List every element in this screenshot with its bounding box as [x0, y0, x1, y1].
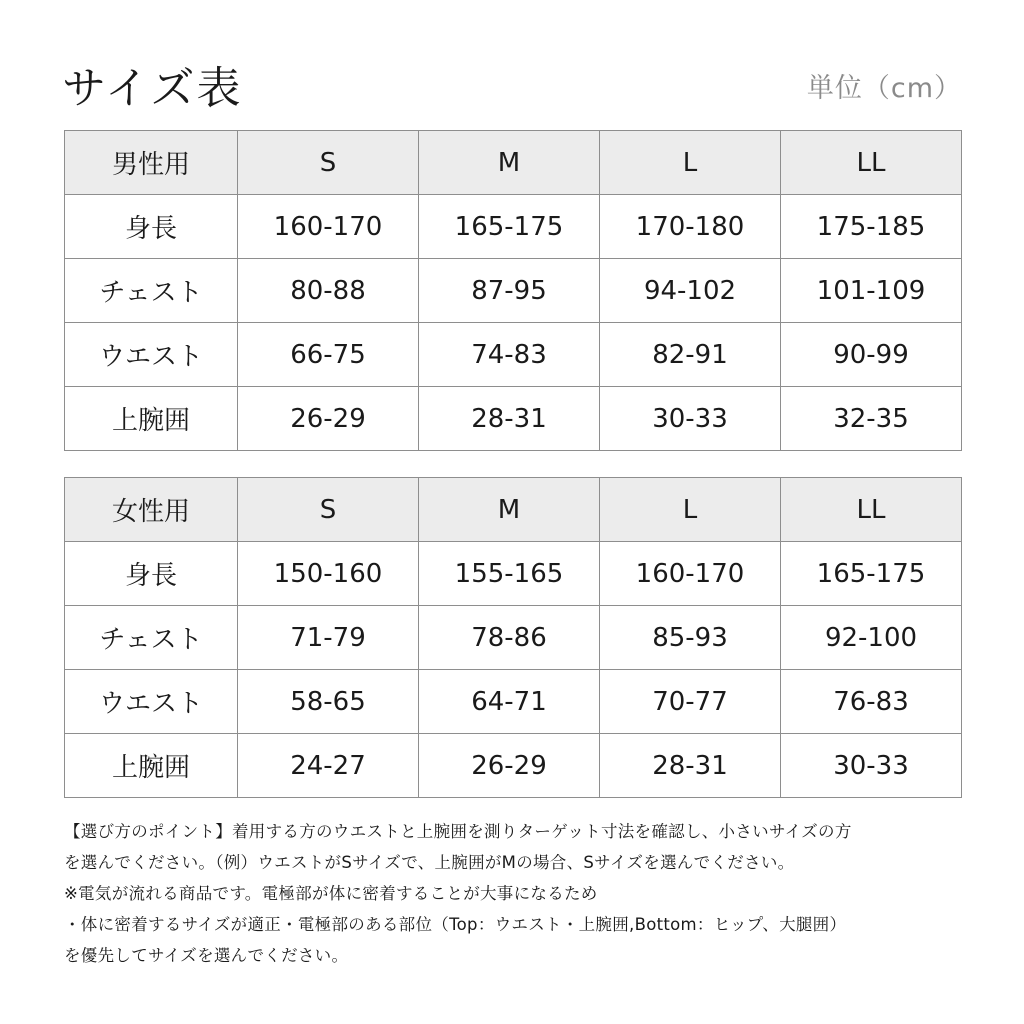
- table-header-size-m: M: [419, 478, 600, 542]
- table-row: [65, 195, 962, 259]
- table-cell: 66-75: [238, 323, 419, 387]
- table-cell: 26-29: [238, 387, 419, 451]
- table-header-size-l: L: [600, 478, 781, 542]
- table-cell: 70-77: [600, 670, 781, 734]
- table-row: [65, 670, 962, 734]
- row-label: 上腕囲: [65, 734, 238, 798]
- table-row: [65, 734, 962, 798]
- table-cell: 64-71: [419, 670, 600, 734]
- row-label: 身長: [65, 542, 238, 606]
- note-line: を優先してサイズを選んでください。: [64, 946, 349, 965]
- mens-size-table: [64, 130, 962, 451]
- table-cell: 85-93: [600, 606, 781, 670]
- table-cell: 155-165: [419, 542, 600, 606]
- table-cell: 165-175: [781, 542, 962, 606]
- table-cell: 26-29: [419, 734, 600, 798]
- note-line: を選んでください。（例）ウエストがSサイズで、上腕囲がMの場合、Sサイズを選んでください。: [64, 853, 795, 872]
- table-cell: 160-170: [238, 195, 419, 259]
- table-header-size-s: S: [238, 131, 419, 195]
- size-guide-notes: [64, 816, 964, 971]
- table-header-size-s: S: [238, 478, 419, 542]
- table-cell: 76-83: [781, 670, 962, 734]
- table-header-category: 女性用: [65, 478, 238, 542]
- table-cell: 71-79: [238, 606, 419, 670]
- note-line: ・体に密着するサイズが適正・電極部のある部位（Top：ウエスト・上腕囲,Bottom：ヒップ、大腿囲）: [64, 915, 847, 934]
- row-label: チェスト: [65, 259, 238, 323]
- table-cell: 30-33: [781, 734, 962, 798]
- table-cell: 28-31: [600, 734, 781, 798]
- note-line: ※電気が流れる商品です。電極部が体に密着することが大事になるため: [64, 884, 598, 903]
- table-row: [65, 323, 962, 387]
- table-header-row: [65, 478, 962, 542]
- table-row: [65, 387, 962, 451]
- row-label: 上腕囲: [65, 387, 238, 451]
- table-header-size-ll: LL: [781, 131, 962, 195]
- table-cell: 78-86: [419, 606, 600, 670]
- table-cell: 58-65: [238, 670, 419, 734]
- note-line: 【選び方のポイント】着用する方のウエストと上腕囲を測りターゲット寸法を確認し、小さいサイズの方: [64, 822, 852, 841]
- unit-label: 単位（cm）: [806, 73, 962, 104]
- table-header-size-l: L: [600, 131, 781, 195]
- table-cell: 160-170: [600, 542, 781, 606]
- table-cell: 92-100: [781, 606, 962, 670]
- row-label: ウエスト: [65, 670, 238, 734]
- table-header-size-m: M: [419, 131, 600, 195]
- table-row: [65, 259, 962, 323]
- table-cell: 74-83: [419, 323, 600, 387]
- table-header-row: [65, 131, 962, 195]
- table-cell: 24-27: [238, 734, 419, 798]
- table-row: [65, 606, 962, 670]
- table-cell: 80-88: [238, 259, 419, 323]
- table-row: [65, 542, 962, 606]
- table-cell: 32-35: [781, 387, 962, 451]
- table-cell: 94-102: [600, 259, 781, 323]
- page-title: サイズ表: [62, 63, 243, 114]
- table-cell: 90-99: [781, 323, 962, 387]
- table-cell: 82-91: [600, 323, 781, 387]
- row-label: ウエスト: [65, 323, 238, 387]
- table-cell: 28-31: [419, 387, 600, 451]
- table-cell: 101-109: [781, 259, 962, 323]
- table-cell: 170-180: [600, 195, 781, 259]
- row-label: 身長: [65, 195, 238, 259]
- table-cell: 165-175: [419, 195, 600, 259]
- row-label: チェスト: [65, 606, 238, 670]
- table-cell: 30-33: [600, 387, 781, 451]
- table-cell: 175-185: [781, 195, 962, 259]
- womens-size-table: [64, 477, 962, 798]
- table-header-category: 男性用: [65, 131, 238, 195]
- table-cell: 150-160: [238, 542, 419, 606]
- table-cell: 87-95: [419, 259, 600, 323]
- table-header-size-ll: LL: [781, 478, 962, 542]
